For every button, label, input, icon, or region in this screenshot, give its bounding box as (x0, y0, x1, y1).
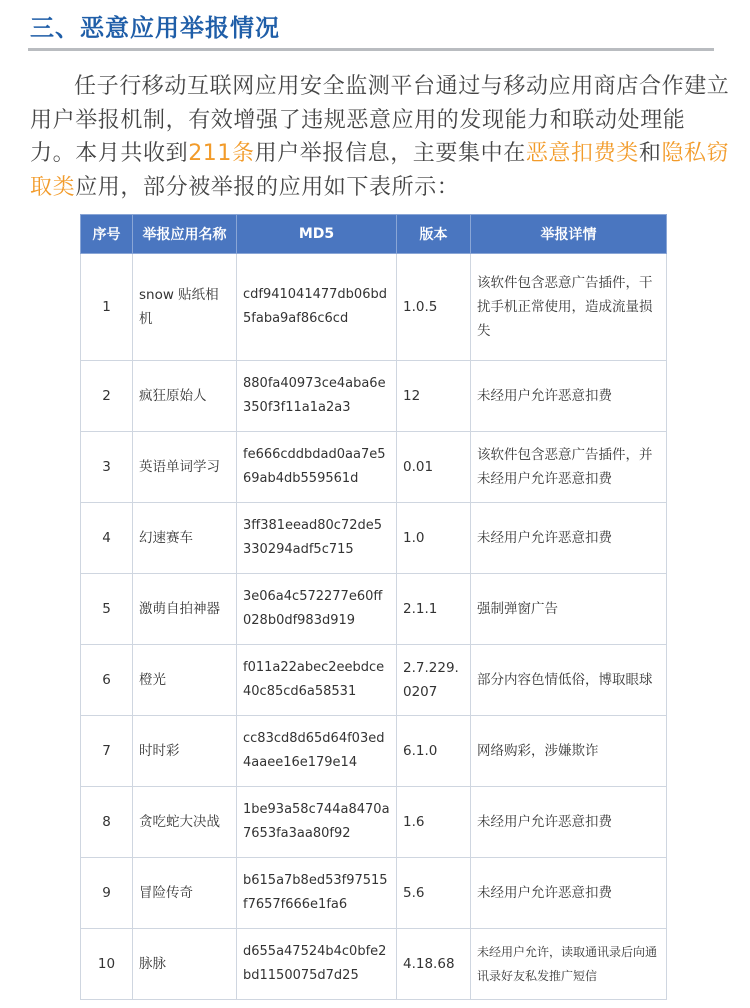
cell-version: 12 (397, 361, 471, 432)
cell-app-name: 脉脉 (133, 929, 237, 1000)
cell-version: 1.0.5 (397, 254, 471, 361)
cell-no: 9 (81, 858, 133, 929)
header-no: 序号 (81, 215, 133, 254)
table-row (81, 254, 667, 361)
cell-detail: 该软件包含恶意广告插件，干扰手机正常使用，造成流量损失 (471, 254, 667, 361)
intro-text-1: 任子行移动互联网应用安全监测平台通过与移动应用商店合作建立用户举报机制，有效增强了违规恶意应用的发现能力和联动处理能力。本月共收到 (30, 74, 730, 166)
header-version: 版本 (397, 215, 471, 254)
cell-version: 5.6 (397, 858, 471, 929)
cell-app-name: 冒险传奇 (133, 858, 237, 929)
cell-no: 1 (81, 254, 133, 361)
cell-app-name: 英语单词学习 (133, 432, 237, 503)
cell-md5: 3e06a4c572277e60ff028b0df983d919 (237, 574, 397, 645)
category-privacy-theft: 隐私窃取类 (30, 141, 730, 200)
report-table (80, 214, 667, 1000)
cell-version: 2.1.1 (397, 574, 471, 645)
cell-version: 6.1.0 (397, 716, 471, 787)
cell-version: 1.6 (397, 787, 471, 858)
intro-text-3: 和 (638, 141, 662, 166)
table-row (81, 361, 667, 432)
cell-no: 6 (81, 645, 133, 716)
cell-detail: 网络购彩，涉嫌欺诈 (471, 716, 667, 787)
report-count: 211条 (188, 141, 255, 166)
table-row (81, 716, 667, 787)
intro-text-4: 应用，部分被举报的应用如下表所示： (75, 174, 460, 200)
table-header-row (81, 215, 667, 254)
cell-md5: cc83cd8d65d64f03ed4aaee16e179e14 (237, 716, 397, 787)
table-row (81, 858, 667, 929)
cell-app-name: 疯狂原始人 (133, 361, 237, 432)
intro-text-2: 用户举报信息，主要集中在 (254, 141, 526, 166)
cell-md5: 3ff381eead80c72de5330294adf5c715 (237, 503, 397, 574)
header-detail: 举报详情 (471, 215, 667, 254)
cell-no: 10 (81, 929, 133, 1000)
intro-paragraph (30, 70, 730, 204)
cell-detail: 未经用户允许恶意扣费 (471, 361, 667, 432)
heading-divider (28, 48, 714, 51)
header-md5: MD5 (237, 215, 397, 254)
cell-app-name: snow 贴纸相机 (133, 254, 237, 361)
cell-md5: d655a47524b4c0bfe2bd1150075d7d25 (237, 929, 397, 1000)
cell-version: 2.7.229.0207 (397, 645, 471, 716)
cell-md5: fe666cddbdad0aa7e569ab4db559561d (237, 432, 397, 503)
header-app-name: 举报应用名称 (133, 215, 237, 254)
cell-app-name: 时时彩 (133, 716, 237, 787)
section-heading: 三、恶意应用举报情况 (30, 14, 280, 42)
table-row (81, 929, 667, 1000)
cell-app-name: 幻速赛车 (133, 503, 237, 574)
cell-version: 0.01 (397, 432, 471, 503)
table-row (81, 503, 667, 574)
cell-no: 8 (81, 787, 133, 858)
cell-version: 4.18.68 (397, 929, 471, 1000)
table-row (81, 787, 667, 858)
cell-app-name: 激萌自拍神器 (133, 574, 237, 645)
cell-md5: b615a7b8ed53f97515f7657f666e1fa6 (237, 858, 397, 929)
cell-no: 5 (81, 574, 133, 645)
cell-detail: 未经用户允许恶意扣费 (471, 787, 667, 858)
category-malicious-billing: 恶意扣费类 (525, 141, 639, 166)
cell-md5: 880fa40973ce4aba6e350f3f11a1a2a3 (237, 361, 397, 432)
cell-detail: 该软件包含恶意广告插件，并未经用户允许恶意扣费 (471, 432, 667, 503)
cell-no: 7 (81, 716, 133, 787)
cell-no: 3 (81, 432, 133, 503)
cell-no: 4 (81, 503, 133, 574)
cell-detail: 未经用户允许，读取通讯录后向通讯录好友私发推广短信 (471, 929, 667, 1000)
cell-no: 2 (81, 361, 133, 432)
cell-detail: 强制弹窗广告 (471, 574, 667, 645)
cell-md5: f011a22abec2eebdce40c85cd6a58531 (237, 645, 397, 716)
cell-detail: 未经用户允许恶意扣费 (471, 858, 667, 929)
table-row (81, 645, 667, 716)
cell-md5: cdf941041477db06bd5faba9af86c6cd (237, 254, 397, 361)
cell-detail: 未经用户允许恶意扣费 (471, 503, 667, 574)
table-row (81, 432, 667, 503)
cell-app-name: 贪吃蛇大决战 (133, 787, 237, 858)
cell-md5: 1be93a58c744a8470a7653fa3aa80f92 (237, 787, 397, 858)
table-row (81, 574, 667, 645)
cell-app-name: 橙光 (133, 645, 237, 716)
cell-detail: 部分内容色情低俗，博取眼球 (471, 645, 667, 716)
cell-version: 1.0 (397, 503, 471, 574)
